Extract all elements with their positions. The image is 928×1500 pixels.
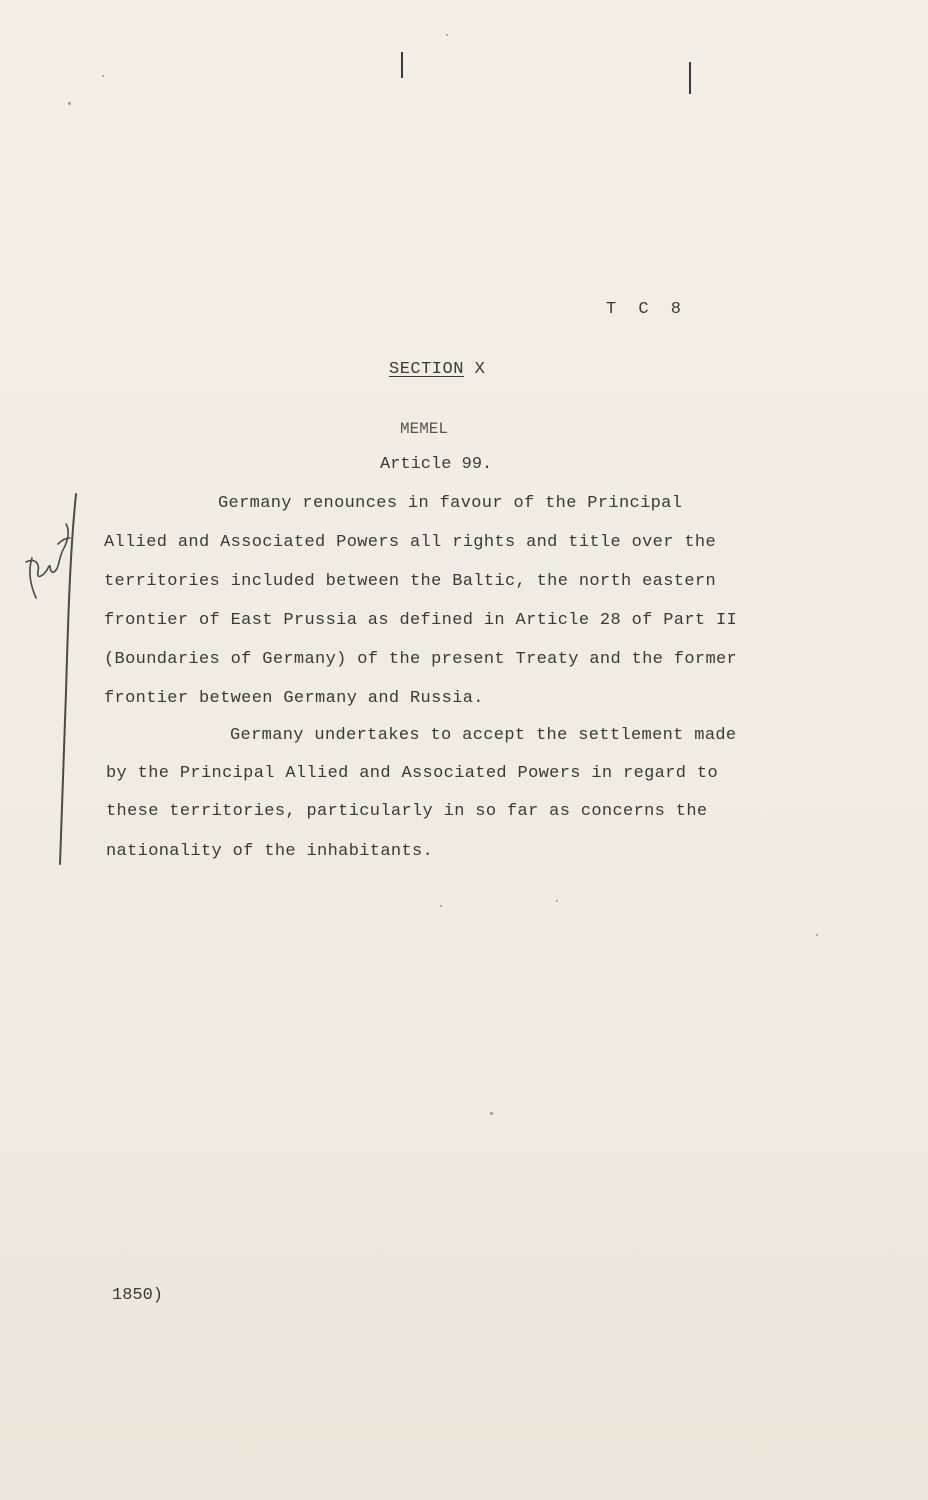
binding-mark-left <box>401 52 403 78</box>
margin-initials-signature <box>18 518 76 602</box>
paper-speck <box>440 905 442 907</box>
paper-speck <box>446 34 448 36</box>
paper-speck <box>490 1112 493 1115</box>
paper-speck <box>556 900 558 902</box>
section-heading <box>389 360 485 379</box>
paragraph-line: by the Principal Allied and Associated Powers in regard to <box>106 764 718 783</box>
paragraph-line: Germany undertakes to accept the settlement made <box>230 726 737 745</box>
paper-speck <box>816 934 818 936</box>
paragraph-line: (Boundaries of Germany) of the present Treaty and the former <box>104 650 738 669</box>
paragraph-line: frontier of East Prussia as defined in Article 28 of Part II <box>104 611 738 630</box>
paragraph-line: territories included between the Baltic, the north eastern <box>104 572 716 591</box>
footer-page-number: 1850) <box>112 1286 164 1305</box>
paragraph-line: frontier between Germany and Russia. <box>104 689 484 708</box>
paragraph-line: these territories, particularly in so far as concerns the <box>106 802 708 821</box>
section-subheading: MEMEL <box>400 420 449 438</box>
binding-mark-right <box>689 62 691 94</box>
paragraph-line: nationality of the inhabitants. <box>106 842 434 861</box>
section-label: SECTION <box>389 360 464 379</box>
paragraph-line: Germany renounces in favour of the Principal <box>218 494 683 513</box>
document-reference: T C 8 <box>606 300 688 319</box>
paragraph-line: Allied and Associated Powers all rights and title over the <box>104 533 716 552</box>
article-heading: Article 99. <box>380 455 493 474</box>
section-numeral: X <box>474 360 486 379</box>
paper-speck <box>68 102 71 105</box>
paper-speck <box>102 75 104 77</box>
